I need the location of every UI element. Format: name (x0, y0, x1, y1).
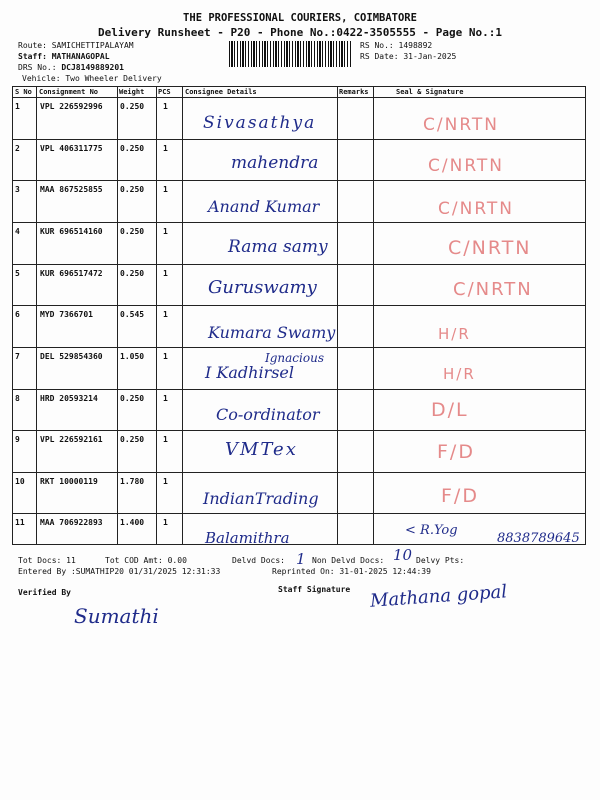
row-divider (13, 139, 585, 140)
reprinted-on: Reprinted On: 31-01-2025 12:44:39 (272, 567, 431, 576)
verified-by-label: Verified By (18, 588, 71, 597)
route: Route: SAMICHETTIPALAYAM (18, 41, 134, 50)
col-divider (156, 87, 157, 544)
row-sno: 2 (15, 144, 20, 153)
tot-cod-amt: Tot COD Amt: 0.00 (105, 556, 187, 565)
row-weight: 1.050 (120, 352, 145, 361)
row-sno: 10 (15, 477, 25, 486)
staff-label: Staff: (18, 52, 52, 61)
consignee-signature: Sivasathya (203, 113, 317, 133)
row-weight: 0.250 (120, 185, 145, 194)
row-consignment: MAA 706922893 (40, 518, 103, 527)
row-sno: 9 (15, 435, 20, 444)
row-pcs: 1 (163, 185, 168, 194)
row-sno: 5 (15, 269, 20, 278)
vehicle: Vehicle: Two Wheeler Delivery (22, 74, 162, 83)
delvd-docs-label: Delvd Docs: (232, 556, 285, 565)
row-divider (13, 180, 585, 181)
row-consignment: RKT 10000119 (40, 477, 98, 486)
drs-number (18, 63, 124, 73)
row-weight: 0.250 (120, 227, 145, 236)
col-header-consignee: Consignee Details (185, 88, 257, 96)
delvd-docs-value: 1 (296, 550, 306, 568)
row-consignment: MYD 7366701 (40, 310, 93, 319)
staff (18, 52, 110, 62)
tot-docs: Tot Docs: 11 (18, 556, 76, 565)
consignee-signature: IndianTrading (203, 489, 319, 508)
row-weight: 1.400 (120, 518, 145, 527)
row-pcs: 1 (163, 310, 168, 319)
col-header-weight: Weight (119, 88, 145, 96)
row-consignment: VPL 226592161 (40, 435, 103, 444)
consignee-signature: I Kadhirsel (205, 363, 295, 382)
seal-signature: H/R (438, 325, 471, 343)
row-pcs: 1 (163, 227, 168, 236)
row-divider (13, 97, 585, 98)
row-sno: 3 (15, 185, 20, 194)
drs-label: DRS No.: (18, 63, 62, 72)
row-weight: 0.250 (120, 269, 145, 278)
row-consignment: HRD 20593214 (40, 394, 98, 403)
col-header-remarks: Remarks (339, 88, 369, 96)
rs-number: RS No.: 1498892 (360, 41, 433, 50)
row-weight: 0.250 (120, 102, 145, 111)
row-divider (13, 389, 585, 390)
runsheet-title: Delivery Runsheet - P20 - Phone No.:0422-3505555 - Page No.:1 (98, 26, 502, 39)
row-sno: 11 (15, 518, 25, 527)
runsheet-table (12, 86, 586, 545)
col-divider (337, 87, 338, 544)
seal-signature: F/D (441, 485, 479, 507)
row-consignment: DEL 529854360 (40, 352, 103, 361)
row-weight: 0.545 (120, 310, 145, 319)
row-pcs: 1 (163, 435, 168, 444)
row-divider (13, 264, 585, 265)
seal-signature: C/NRTN (438, 199, 514, 219)
col-divider (36, 87, 37, 544)
consignee-signature: Kumara Swamy (208, 323, 336, 342)
non-delvd-docs-value: 10 (393, 546, 413, 564)
col-divider (182, 87, 183, 544)
col-header-consignment: Consignment No (39, 88, 99, 96)
row-weight: 1.780 (120, 477, 145, 486)
row-divider (13, 472, 585, 473)
col-divider (373, 87, 374, 544)
seal-signature: C/NRTN (448, 237, 532, 259)
col-header-seal: Seal & Signature (396, 88, 464, 96)
staff-signature: Mathana gopal (369, 581, 508, 612)
seal-signature: < R.Yog (405, 523, 458, 538)
row-weight: 0.250 (120, 144, 145, 153)
row-pcs: 1 (163, 394, 168, 403)
staff-name: MATHANAGOPAL (51, 52, 110, 61)
consignee-signature: Co-ordinator (216, 405, 320, 424)
row-divider (13, 430, 585, 431)
rs-date: RS Date: 31-Jan-2025 (360, 52, 457, 61)
col-header-sno: S No (15, 88, 32, 96)
verifier-signature: Sumathi (74, 604, 159, 628)
row-weight: 0.250 (120, 394, 145, 403)
row-pcs: 1 (163, 352, 168, 361)
col-divider (117, 87, 118, 544)
seal-signature: D/L (431, 399, 469, 421)
consignee-signature-extra: Ignacious (265, 351, 324, 365)
seal-signature: C/NRTN (428, 156, 504, 176)
row-sno: 1 (15, 102, 20, 111)
row-pcs: 1 (163, 269, 168, 278)
seal-signature: F/D (437, 441, 475, 463)
barcode (229, 41, 352, 67)
row-divider (13, 347, 585, 348)
row-pcs: 1 (163, 102, 168, 111)
col-header-pcs: PCS (158, 88, 171, 96)
staff-signature-label: Staff Signature (278, 585, 351, 594)
row-sno: 7 (15, 352, 20, 361)
row-pcs: 1 (163, 518, 168, 527)
row-consignment: MAA 867525855 (40, 185, 103, 194)
row-pcs: 1 (163, 144, 168, 153)
consignee-signature: Anand Kumar (208, 197, 320, 216)
consignee-signature: VMTex (225, 439, 298, 460)
row-weight: 0.250 (120, 435, 145, 444)
row-sno: 6 (15, 310, 20, 319)
consignee-signature: Balamithra (205, 529, 290, 547)
row-consignment: VPL 226592996 (40, 102, 103, 111)
row-consignment: KUR 696517472 (40, 269, 103, 278)
entered-by: Entered By :SUMATHIP20 01/31/2025 12:31:33 (18, 567, 221, 576)
row-sno: 8 (15, 394, 20, 403)
consignee-signature: Guruswamy (208, 277, 317, 298)
row-consignment: VPL 406311775 (40, 144, 103, 153)
row-pcs: 1 (163, 477, 168, 486)
row-divider (13, 222, 585, 223)
drs-value: DCJ8149889201 (61, 63, 124, 72)
delvy-pts: Delvy Pts: (416, 556, 465, 565)
handwritten-phone: 8838789645 (497, 531, 580, 546)
seal-signature: H/R (443, 365, 476, 383)
consignee-signature: Rama samy (228, 237, 328, 257)
seal-signature: C/NRTN (453, 279, 533, 300)
consignee-signature: mahendra (231, 153, 319, 173)
row-divider (13, 305, 585, 306)
row-sno: 4 (15, 227, 20, 236)
non-delvd-docs-label: Non Delvd Docs: (312, 556, 385, 565)
company-name: THE PROFESSIONAL COURIERS, COIMBATORE (183, 12, 417, 24)
seal-signature: C/NRTN (423, 115, 499, 135)
row-consignment: KUR 696514160 (40, 227, 103, 236)
row-divider (13, 513, 585, 514)
